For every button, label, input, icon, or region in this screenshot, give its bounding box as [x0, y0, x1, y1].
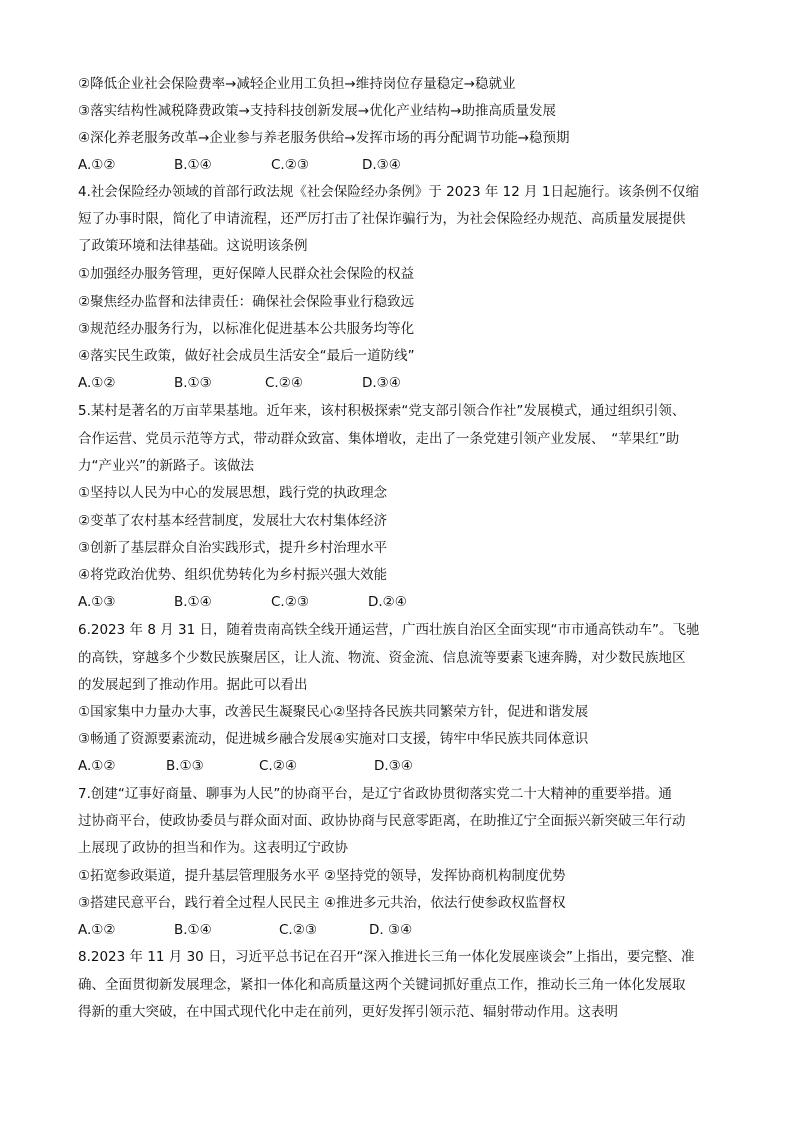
q4-stem-line-2: 短了办事时限，简化了申请流程，还严厉打击了社保诈骗行为，为社会保险经办规范、高质量发展提供 — [78, 211, 686, 227]
q3-option-4: ④深化养老服务改革→企业参与养老服务供给→发挥市场的再分配调节功能→稳预期 — [78, 130, 570, 146]
q6-choice-d[interactable]: D.③④ — [374, 758, 413, 774]
q3-choice-b[interactable]: B.①④ — [174, 157, 212, 173]
q7-stem-line-2: 过协商平台，使政协委员与群众面对面、政协协商与民意零距离，在助推辽宁全面振兴新突破三年行动 — [78, 813, 686, 829]
q6-choice-a[interactable]: A.①② — [78, 758, 116, 774]
q4-stem-line-3: 了政策环境和法律基础。这说明该条例 — [78, 238, 308, 254]
q5-choice-a[interactable]: A.①③ — [78, 594, 116, 610]
q6-options-line-1: ①国家集中力量办大事，改善民生凝聚民心②坚持各民族共同繁荣方针，促进和谐发展 — [78, 704, 589, 720]
q6-stem-line-1: 6.2023 年 8 月 31 日，随着贵南高铁全线开通运营，广西壮族自治区全面实现“市市通高铁动车”。飞驰 — [78, 622, 700, 638]
q8-stem-line-2: 确、全面贯彻新发展理念，紧扣一体化和高质量这两个关键词抓好重点工作，推动长三角一体化发展取 — [78, 977, 686, 993]
q4-option-4: ④落实民生政策，做好社会成员生活安全“最后一道防线” — [78, 348, 415, 364]
q7-choice-a[interactable]: A.①② — [78, 922, 116, 938]
q7-choice-b[interactable]: B.①④ — [174, 922, 212, 938]
q5-choice-b[interactable]: B.①④ — [174, 594, 212, 610]
q6-stem-line-3: 的发展起到了推动作用。据此可以看出 — [78, 677, 308, 693]
q3-choice-c[interactable]: C.②③ — [271, 157, 309, 173]
q8-stem-line-1: 8.2023 年 11 月 30 日，习近平总书记在召开“深入推进长三角一体化发展座谈会”上指出，要完整、准 — [78, 949, 695, 965]
q6-choice-b[interactable]: B.①③ — [166, 758, 204, 774]
q4-choice-c[interactable]: C.②④ — [265, 375, 303, 391]
q3-option-2: ②降低企业社会保险费率→减轻企业用工负担→维持岗位存量稳定→稳就业 — [78, 76, 516, 92]
q3-option-3: ③落实结构性减税降费政策→支持科技创新发展→优化产业结构→助推高质量发展 — [78, 103, 557, 119]
q4-option-1: ①加强经办服务管理，更好保障人民群众社会保险的权益 — [78, 266, 415, 282]
q7-stem-line-1: 7.创建“辽事好商量、聊事为人民”的协商平台，是辽宁省政协贯彻落实党二十大精神的重要举措。通 — [78, 786, 672, 802]
q5-stem-line-3: 力“产业兴”的新路子。该做法 — [78, 458, 254, 474]
q6-stem-line-2: 的高铁，穿越多个少数民族聚居区，让人流、物流、资金流、信息流等要素飞速奔腾，对少数民族地区 — [78, 650, 686, 666]
q6-choice-c[interactable]: C.②④ — [259, 758, 297, 774]
q5-option-1: ①坚持以人民为中心的发展思想，践行党的执政理念 — [78, 485, 388, 501]
q4-option-3: ③规范经办服务行为，以标准化促进基本公共服务均等化 — [78, 321, 415, 337]
q7-choice-d[interactable]: D. ③④ — [369, 922, 413, 938]
q7-options-line-2: ③搭建民意平台，践行着全过程人民民主 ④推进多元共治，依法行使参政权监督权 — [78, 895, 566, 911]
q8-stem-line-3: 得新的重大突破，在中国式现代化中走在前列，更好发挥引领示范、辐射带动作用。这表明 — [78, 1004, 618, 1020]
q4-choice-a[interactable]: A.①② — [78, 375, 116, 391]
q4-choice-b[interactable]: B.①③ — [174, 375, 212, 391]
q4-option-2: ②聚焦经办监督和法律责任：确保社会保险事业行稳致远 — [78, 294, 415, 310]
q5-choice-d[interactable]: D.②④ — [368, 594, 407, 610]
q5-option-3: ③创新了基层群众自治实践形式，提升乡村治理水平 — [78, 540, 388, 556]
q4-stem-line-1: 4.社会保险经办领域的首部行政法规《社会保险经办条例》于 2023 年 12 月 1日起施行。该条例不仅缩 — [78, 184, 699, 200]
q3-choice-d[interactable]: D.③④ — [362, 157, 401, 173]
q5-stem-line-1: 5.某村是著名的万亩苹果基地。近年来，该村积极探索“党支部引领合作社”发展模式，通过组织引领、 — [78, 403, 686, 419]
q5-choice-c[interactable]: C.②③ — [271, 594, 309, 610]
q7-stem-line-3: 上展现了政协的担当和作为。这表明辽宁政协 — [78, 840, 348, 856]
q5-stem-line-2: 合作运营、党员示范等方式，带动群众致富、集体增收，走出了一条党建引领产业发展、 “苹果红”助 — [78, 431, 680, 447]
q3-choice-a[interactable]: A.①② — [78, 157, 116, 173]
q6-options-line-2: ③畅通了资源要素流动，促进城乡融合发展④实施对口支援，铸牢中华民族共同体意识 — [78, 731, 589, 747]
q4-choice-d[interactable]: D.③④ — [362, 375, 401, 391]
q5-option-4: ④将党政治优势、组织优势转化为乡村振兴强大效能 — [78, 567, 388, 583]
q7-options-line-1: ①拓宽参政渠道，提升基层管理服务水平 ②坚持党的领导，发挥协商机构制度优势 — [78, 868, 566, 884]
q5-option-2: ②变革了农村基本经营制度，发展壮大农村集体经济 — [78, 513, 388, 529]
q7-choice-c[interactable]: C.②③ — [279, 922, 317, 938]
